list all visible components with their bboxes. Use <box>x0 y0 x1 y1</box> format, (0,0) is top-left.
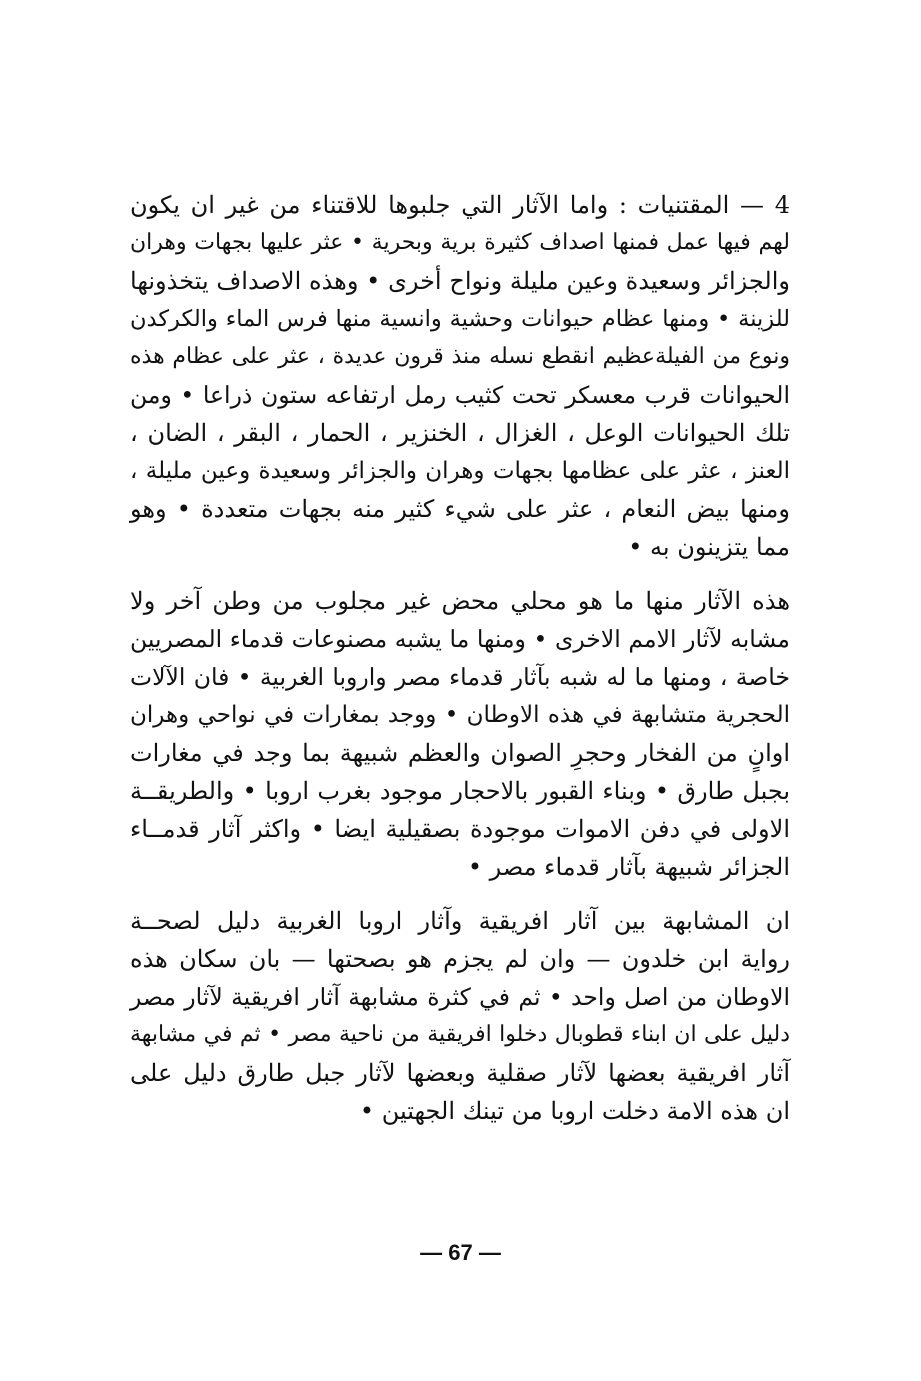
text-line: 4 — المقتنيات : واما الآثار التي جلبوها للاقتناء من غير ان يكون <box>130 191 790 219</box>
paragraph-2 <box>130 582 790 886</box>
text-line: اوانٍ من الفخار وحجرِ الصوان والعظم شبيهة بما وجد في مغارات <box>130 739 790 767</box>
text-line: تلك الحيوانات الوعل ، الغزال ، الخنزير ، الحمار ، البقر ، الضان ، <box>130 419 790 447</box>
page-body <box>130 186 790 1130</box>
text-line: آثار افريقية بعضها لآثار صقلية وبعضها لآثار جبل طارق دليل على <box>130 1059 790 1087</box>
text-line: والجزائر وسعيدة وعين مليلة ونواح أخرى • وهذه الاصداف يتخذونها <box>130 267 790 295</box>
text-line: رواية ابن خلدون — وان لم يجزم هو بصحتها — بان سكان هذه <box>130 945 790 973</box>
text-line: للزينة • ومنها عظام حيوانات وحشية وانسية منها فرس الماء والكركدن <box>130 306 790 332</box>
text-line: الحيوانات قرب معسكر تحت كثيب رمل ارتفاعه ستون ذراعا • ومن <box>130 381 790 409</box>
paragraph-1 <box>130 186 790 566</box>
text-line: ونوع من الفيلةعظيم انقطع نسله منذ قرون عديدة ، عثر على عظام هذه <box>130 344 790 369</box>
text-line: خاصة ، ومنها ما له شبه بآثار قدماء مصر واروبا الغربية • فان الآلات <box>130 663 790 691</box>
text-line: هذه الآثار منها ما هو محلي محض غير مجلوب من وطن آخر ولا <box>130 587 790 615</box>
text-line: لهم فيها عمل فمنها اصداف كثيرة برية وبحرية • عثر عليها بجهات وهران <box>130 230 790 255</box>
text-line: الجزائر شبيهة بآثار قدماء مصر • <box>467 853 790 881</box>
text-line: بجبل طارق • وبناء القبور بالاحجار موجود بغرب اروبا • والطريقــة <box>130 777 790 805</box>
page-number: — 67 — <box>420 1240 501 1265</box>
text-line: ان المشابهة بين آثار افريقية وآثار اروبا الغربية دليل لصحــة <box>130 907 790 935</box>
text-line: الحجرية متشابهة في هذه الاوطان • ووجد بمغارات في نواحي وهران <box>130 702 790 728</box>
text-line: مشابه لآثار الامم الاخرى • ومنها ما يشبه مصنوعات قدماء المصريين <box>130 625 790 653</box>
text-line: مما يتزينون به • <box>628 533 790 561</box>
paragraph-3 <box>130 902 790 1130</box>
text-line: ان هذه الامة دخلت اروبا من تينك الجهتين • <box>359 1097 790 1125</box>
text-line: دليل على ان ابناء قطوبال دخلوا افريقية من ناحية مصر • ثم في مشابهة <box>130 1022 791 1047</box>
text-line: ومنها بيض النعام ، عثر على شيء كثير منه بجهات متعددة • وهو <box>130 495 790 523</box>
text-line: العنز ، عثر على عظامها بجهات وهران والجزائر وسعيدة وعين مليلة ، <box>130 458 790 484</box>
text-line: الاولى في دفن الاموات موجودة بصقيلية ايضا • واكثر آثار قدمــاء <box>130 815 790 843</box>
text-line: الاوطان من اصل واحد • ثم في كثرة مشابهة آثار افريقية لآثار مصر <box>130 983 790 1011</box>
